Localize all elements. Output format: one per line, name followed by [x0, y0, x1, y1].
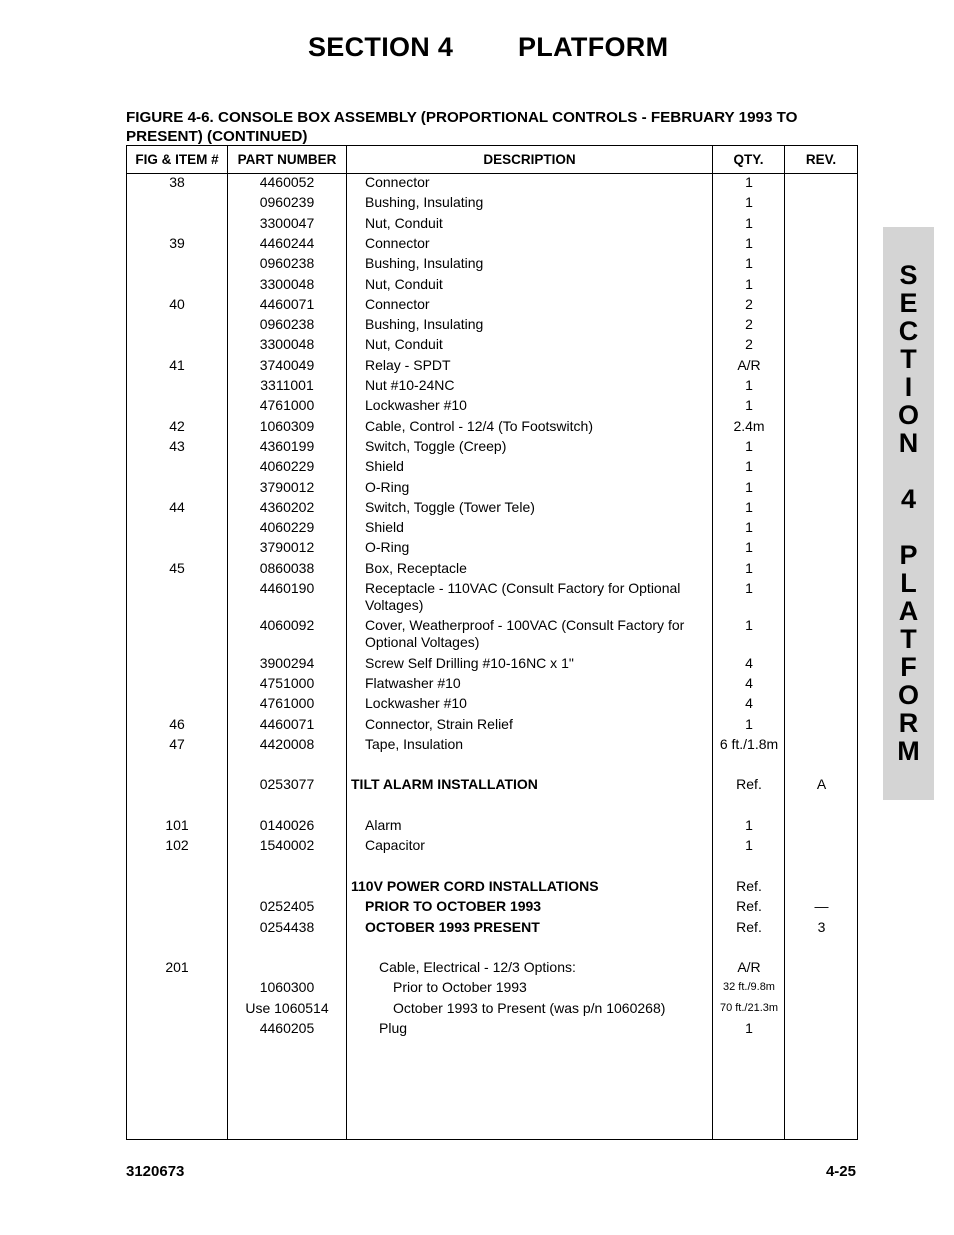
description-cell: Nut, Conduit	[365, 275, 443, 292]
part-number-cell: 3790012	[259, 478, 315, 495]
part-number-cell: 3740049	[259, 356, 315, 373]
table-row	[127, 979, 857, 999]
qty-cell: 1	[745, 498, 753, 515]
qty-cell: 1	[745, 817, 753, 833]
description-cell: Cable, Control - 12/4 (To Footswitch)	[365, 417, 593, 434]
qty-cell: 1	[745, 478, 753, 495]
table-row	[127, 617, 857, 654]
table-row	[127, 695, 857, 715]
table-row	[127, 736, 857, 756]
section-title: PLATFORM	[518, 32, 669, 62]
fig-cell: 42	[169, 417, 185, 434]
column-header-qty: QTY.	[733, 152, 764, 167]
qty-cell: 1	[745, 194, 753, 211]
rev-cell: A	[816, 776, 827, 793]
table-row	[127, 418, 857, 438]
column-header-fig: FIG & ITEM #	[135, 152, 219, 167]
fig-cell: 39	[169, 234, 185, 251]
part-number-cell: 4460205	[259, 1020, 315, 1036]
description-cell: PRIOR TO OCTOBER 1993	[365, 898, 542, 915]
description-cell: Flatwasher #10	[365, 674, 461, 691]
description-cell: Relay - SPDT	[365, 356, 451, 373]
description-cell: Shield	[365, 519, 404, 536]
qty-cell: 1	[745, 255, 753, 272]
fig-cell: 102	[165, 837, 189, 854]
part-number-cell: 0140026	[259, 817, 315, 833]
qty-cell: 1	[745, 397, 753, 414]
side-tab-letter: 4	[900, 484, 917, 514]
qty-cell: 32 ft./9.8m	[723, 981, 775, 994]
description-cell: Nut, Conduit	[365, 336, 443, 353]
qty-cell: 4	[745, 674, 753, 691]
side-tab-letter	[883, 513, 934, 541]
part-number-cell: 4460190	[259, 580, 315, 596]
description-cell: Connector	[365, 174, 430, 190]
table-row	[127, 336, 857, 356]
table-row	[127, 174, 857, 194]
part-number-cell: 1060300	[259, 979, 315, 996]
table-row	[127, 898, 857, 918]
table-row	[127, 479, 857, 499]
description-cell: Connector	[365, 234, 430, 251]
description-cell: October 1993 to Present (was p/n 1060268)	[393, 999, 666, 1016]
part-number-cell: 4460244	[259, 234, 315, 251]
qty-cell: 1	[745, 377, 753, 393]
table-row	[127, 296, 857, 316]
table-row	[127, 215, 857, 235]
table-row	[127, 580, 857, 617]
description-cell: Nut, Conduit	[365, 214, 443, 231]
description-cell: Alarm	[365, 817, 402, 833]
table-row	[127, 458, 857, 478]
qty-cell: 1	[745, 174, 753, 190]
table-row	[127, 397, 857, 417]
section-heading	[308, 32, 668, 63]
qty-cell: 1	[745, 837, 753, 854]
part-number-cell: 1060309	[259, 417, 315, 434]
qty-cell: 70 ft./21.3m	[719, 1001, 779, 1014]
table-row	[127, 235, 857, 255]
side-tab-letter	[883, 457, 934, 485]
part-number-cell: 0253077	[259, 776, 315, 793]
fig-cell: 40	[169, 295, 185, 312]
qty-cell: Ref.	[736, 898, 762, 915]
section-side-tab	[883, 227, 934, 800]
description-cell: Screw Self Drilling #10-16NC x 1"	[365, 654, 574, 671]
part-number-cell: 0252405	[259, 898, 315, 915]
description-cell: 110V POWER CORD INSTALLATIONS	[351, 877, 599, 894]
figure-title: FIGURE 4-6. CONSOLE BOX ASSEMBLY (PROPORTIONAL CONTROLS - FEBRUARY 1993 TO PRESENT) (CONTINUED)	[126, 109, 798, 145]
side-tab-letter: A	[898, 596, 919, 626]
description-cell: Tape, Insulation	[365, 735, 464, 752]
qty-cell: 1	[745, 539, 753, 556]
qty-cell: 1	[745, 458, 753, 475]
part-number-cell: 1540002	[259, 837, 315, 854]
description-cell: Shield	[365, 458, 404, 475]
table-row	[127, 255, 857, 275]
description-cell: Box, Receptacle	[365, 559, 467, 576]
part-number-cell: 4460071	[259, 295, 315, 312]
fig-cell: 201	[165, 959, 189, 976]
side-tab-letter: I	[904, 372, 913, 402]
qty-cell: 1	[745, 234, 753, 251]
table-row	[127, 817, 857, 837]
table-row	[127, 1000, 857, 1020]
description-cell: Cable, Electrical - 12/3 Options:	[379, 959, 576, 976]
description-cell: Lockwasher #10	[365, 397, 467, 414]
qty-cell: 1	[745, 580, 753, 596]
side-tab-letter: N	[898, 428, 919, 458]
description-cell: Lockwasher #10	[365, 695, 467, 712]
description-cell: OCTOBER 1993 PRESENT	[365, 918, 540, 935]
table-row	[127, 519, 857, 539]
table-row	[127, 357, 857, 377]
table-row	[127, 716, 857, 736]
side-tab-letter: O	[897, 400, 919, 430]
table-row	[127, 919, 857, 939]
part-number-cell: 4761000	[259, 397, 315, 414]
side-tab-letter: T	[900, 624, 917, 654]
side-tab-label	[883, 261, 934, 765]
part-number-cell: 4420008	[259, 735, 315, 752]
part-number-cell: 4060229	[259, 519, 315, 536]
table-row	[127, 377, 857, 397]
table-row	[127, 539, 857, 559]
qty-cell: A/R	[737, 356, 761, 373]
fig-cell: 45	[169, 559, 185, 576]
side-tab-letter: P	[899, 540, 918, 570]
table-row	[127, 837, 857, 857]
table-row	[127, 438, 857, 458]
column-header-rev: REV.	[805, 152, 837, 167]
part-number-cell: 4360199	[259, 437, 315, 454]
description-cell: Connector, Strain Relief	[365, 715, 513, 732]
part-number-cell: 3300047	[259, 214, 315, 231]
description-cell: Bushing, Insulating	[365, 316, 484, 333]
document-number: 3120673	[126, 1163, 185, 1180]
qty-cell: Ref.	[736, 918, 762, 935]
description-cell: O-Ring	[365, 478, 410, 495]
description-cell: Receptacle - 110VAC (Consult Factory for Optional Voltages)	[365, 580, 681, 613]
table-spacer-row	[127, 939, 857, 959]
qty-cell: 4	[745, 654, 753, 671]
part-number-cell: 0960239	[259, 194, 315, 211]
column-header-description: DESCRIPTION	[483, 152, 576, 167]
part-number-cell: 4460052	[259, 174, 315, 190]
side-tab-letter: T	[900, 344, 917, 374]
part-number-cell: 0960238	[259, 316, 315, 333]
side-tab-letter: F	[900, 652, 917, 682]
qty-cell: Ref.	[736, 776, 762, 793]
rev-cell: —	[814, 898, 829, 915]
description-cell: Plug	[379, 1020, 408, 1036]
part-number-cell: 4060092	[259, 617, 315, 634]
fig-cell: 46	[169, 715, 185, 732]
part-number-cell: 4751000	[259, 674, 315, 691]
qty-cell: Ref.	[736, 877, 762, 894]
table-row	[127, 1020, 857, 1040]
qty-cell: 1	[745, 519, 753, 536]
side-tab-letter: O	[897, 680, 919, 710]
table-spacer-row	[127, 756, 857, 776]
qty-cell: 4	[745, 695, 753, 712]
description-cell: Nut #10-24NC	[365, 377, 455, 393]
part-number-cell: 3311001	[260, 377, 314, 393]
part-number-cell: 0960238	[259, 255, 315, 272]
side-tab-letter: S	[899, 260, 918, 290]
qty-cell: 2	[745, 336, 753, 353]
table-row	[127, 655, 857, 675]
qty-cell: 1	[745, 617, 753, 634]
part-number-cell: 3900294	[259, 654, 315, 671]
description-cell: TILT ALARM INSTALLATION	[351, 776, 538, 793]
part-number-cell: 4060229	[259, 458, 315, 475]
page-number: 4-25	[825, 1163, 856, 1180]
fig-cell: 41	[169, 356, 185, 373]
qty-cell: 2.4m	[733, 417, 765, 434]
description-cell: Capacitor	[365, 837, 425, 854]
side-tab-letter: L	[900, 568, 917, 598]
part-number-cell: Use 1060514	[245, 999, 329, 1016]
part-number-cell: 3790012	[259, 539, 315, 556]
part-number-cell: 4761000	[259, 695, 315, 712]
qty-cell: 1	[745, 559, 753, 576]
side-tab-letter: C	[898, 316, 919, 346]
qty-cell: 2	[745, 316, 753, 333]
description-cell: Connector	[365, 295, 430, 312]
description-cell: Switch, Toggle (Tower Tele)	[365, 498, 535, 515]
qty-cell: 2	[745, 295, 753, 312]
table-row	[127, 560, 857, 580]
fig-cell: 101	[165, 817, 189, 833]
description-cell: Prior to October 1993	[393, 979, 527, 996]
table-spacer-row	[127, 797, 857, 817]
table-row	[127, 276, 857, 296]
parts-table	[126, 145, 858, 1140]
part-number-cell: 3300048	[259, 275, 315, 292]
side-tab-letter: M	[897, 736, 920, 766]
qty-cell: 1	[745, 275, 753, 292]
side-tab-letter: R	[898, 708, 919, 738]
part-number-cell: 3300048	[259, 336, 315, 353]
part-number-cell: 0860038	[259, 559, 315, 576]
qty-cell: A/R	[737, 959, 761, 976]
table-row	[127, 194, 857, 214]
fig-cell: 44	[169, 498, 185, 515]
qty-cell: 1	[745, 214, 753, 231]
part-number-cell: 4460071	[259, 715, 315, 732]
description-cell: Cover, Weatherproof - 100VAC (Consult Factory for Optional Voltages)	[365, 617, 685, 651]
description-cell: Switch, Toggle (Creep)	[365, 437, 507, 454]
part-number-cell: 4360202	[259, 498, 315, 515]
side-tab-letter: E	[899, 288, 918, 318]
qty-cell: 1	[745, 1020, 753, 1036]
section-number: SECTION 4	[308, 32, 454, 62]
table-row	[127, 675, 857, 695]
fig-cell: 43	[169, 437, 185, 454]
qty-cell: 1	[745, 715, 753, 732]
table-row	[127, 316, 857, 336]
qty-cell: 6 ft./1.8m	[719, 735, 779, 752]
part-number-cell: 0254438	[259, 918, 315, 935]
column-header-part: PART NUMBER	[237, 152, 337, 167]
table-row	[127, 878, 857, 898]
fig-cell: 38	[169, 174, 185, 190]
fig-cell: 47	[169, 735, 185, 752]
table-spacer-row	[127, 858, 857, 878]
rev-cell: 3	[817, 918, 826, 935]
description-cell: Bushing, Insulating	[365, 255, 484, 272]
qty-cell: 1	[745, 437, 753, 454]
table-row	[127, 776, 857, 796]
description-cell: Bushing, Insulating	[365, 194, 484, 211]
table-row	[127, 499, 857, 519]
table-row	[127, 959, 857, 979]
description-cell: O-Ring	[365, 539, 410, 556]
